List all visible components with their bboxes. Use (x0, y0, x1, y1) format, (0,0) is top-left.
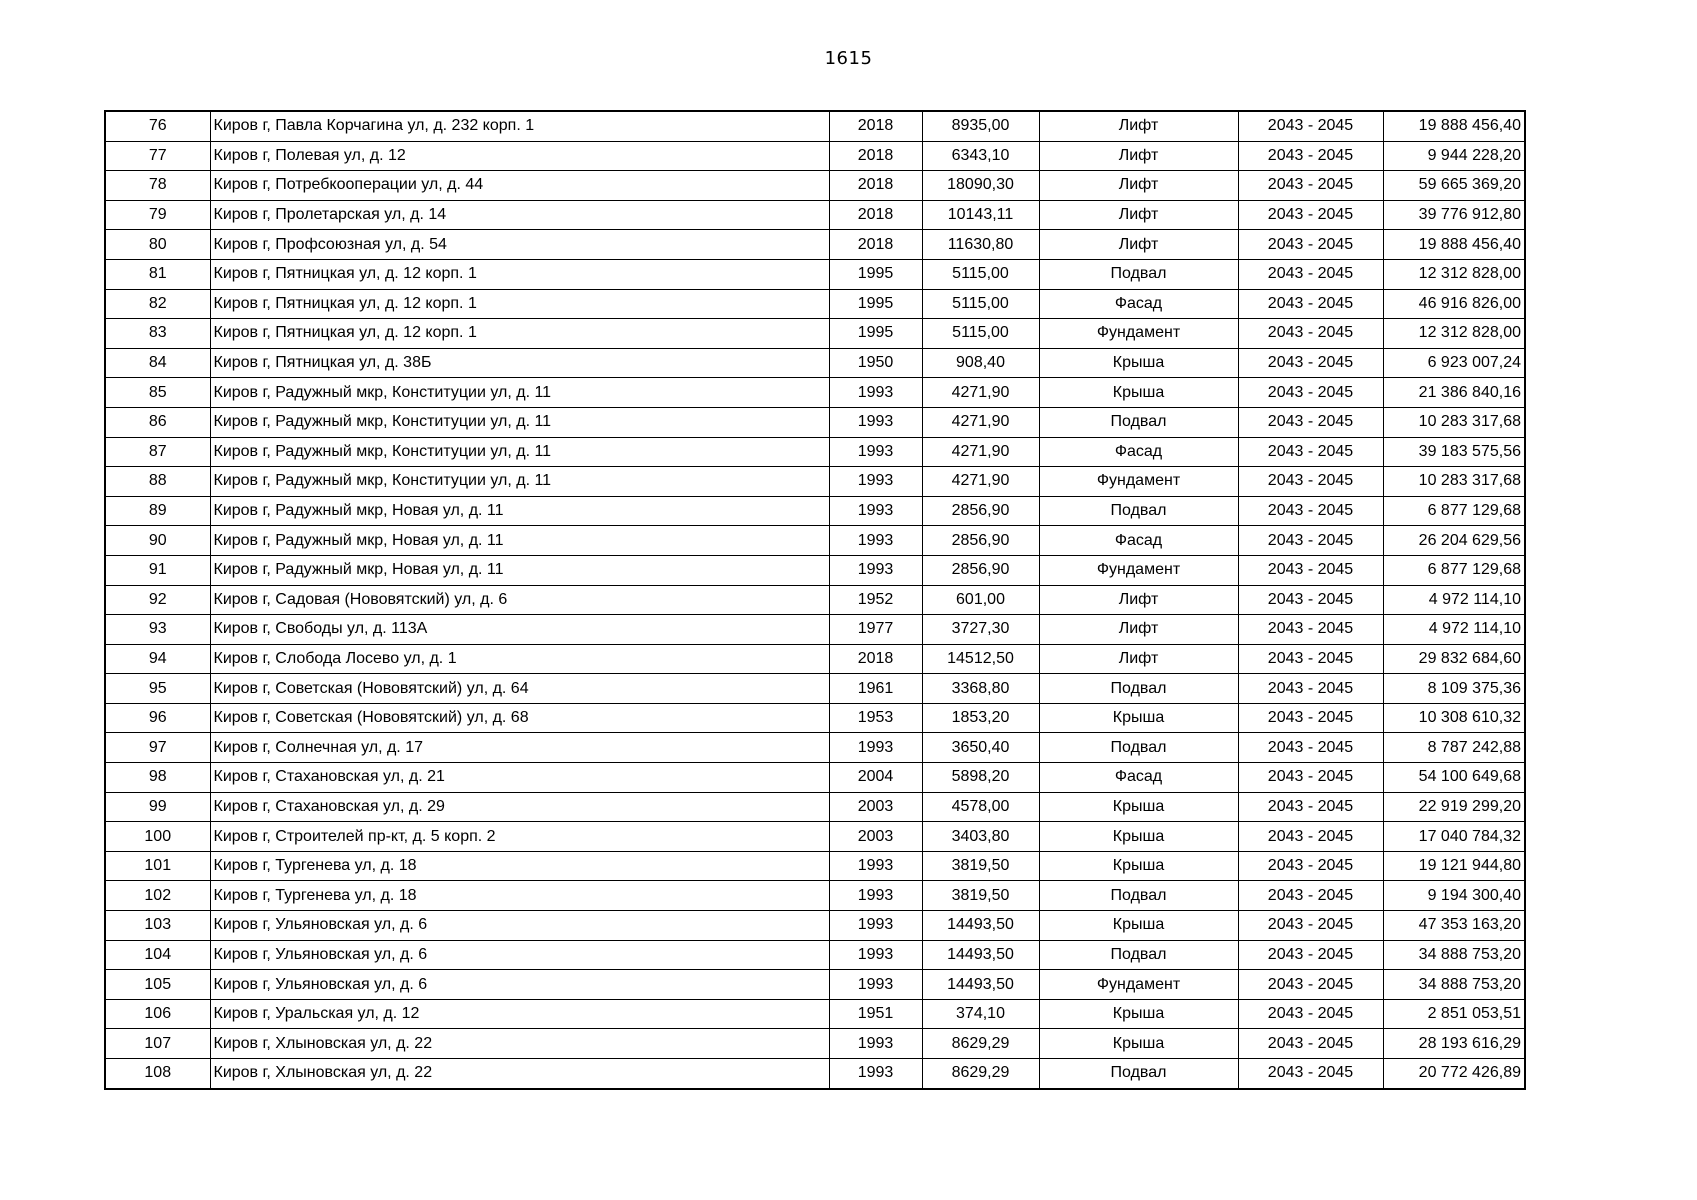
year-cell: 1993 (829, 467, 922, 497)
year-cell: 2018 (829, 200, 922, 230)
period-cell: 2043 - 2045 (1238, 674, 1383, 704)
address-cell: Киров г, Строителей пр-кт, д. 5 корп. 2 (210, 822, 829, 852)
row-number-cell: 92 (105, 585, 210, 615)
area-cell: 908,40 (922, 348, 1039, 378)
area-cell: 18090,30 (922, 171, 1039, 201)
work-type-cell: Крыша (1039, 851, 1238, 881)
address-cell: Киров г, Ульяновская ул, д. 6 (210, 970, 829, 1000)
address-cell: Киров г, Солнечная ул, д. 17 (210, 733, 829, 763)
table-row (105, 289, 1525, 319)
row-number-cell: 97 (105, 733, 210, 763)
area-cell: 1853,20 (922, 703, 1039, 733)
table-row (105, 792, 1525, 822)
work-type-cell: Лифт (1039, 230, 1238, 260)
table-row (105, 319, 1525, 349)
row-number-cell: 96 (105, 703, 210, 733)
cost-cell: 54 100 649,68 (1383, 763, 1525, 793)
address-cell: Киров г, Стахановская ул, д. 29 (210, 792, 829, 822)
period-cell: 2043 - 2045 (1238, 733, 1383, 763)
table-row (105, 733, 1525, 763)
year-cell: 1993 (829, 437, 922, 467)
table-row (105, 703, 1525, 733)
year-cell: 1977 (829, 615, 922, 645)
year-cell: 1993 (829, 851, 922, 881)
row-number-cell: 77 (105, 141, 210, 171)
cost-cell: 12 312 828,00 (1383, 319, 1525, 349)
cost-cell: 2 851 053,51 (1383, 999, 1525, 1029)
area-cell: 5115,00 (922, 289, 1039, 319)
period-cell: 2043 - 2045 (1238, 703, 1383, 733)
address-cell: Киров г, Радужный мкр, Конституции ул, д. 11 (210, 467, 829, 497)
area-cell: 2856,90 (922, 555, 1039, 585)
work-type-cell: Крыша (1039, 378, 1238, 408)
work-type-cell: Лифт (1039, 585, 1238, 615)
table-row (105, 526, 1525, 556)
table-body (105, 111, 1525, 1089)
cost-cell: 6 923 007,24 (1383, 348, 1525, 378)
period-cell: 2043 - 2045 (1238, 585, 1383, 615)
area-cell: 11630,80 (922, 230, 1039, 260)
area-cell: 5115,00 (922, 259, 1039, 289)
year-cell: 1993 (829, 733, 922, 763)
address-cell: Киров г, Радужный мкр, Конституции ул, д. 11 (210, 437, 829, 467)
work-type-cell: Фасад (1039, 526, 1238, 556)
year-cell: 1993 (829, 378, 922, 408)
table-row (105, 999, 1525, 1029)
area-cell: 3727,30 (922, 615, 1039, 645)
area-cell: 14512,50 (922, 644, 1039, 674)
address-cell: Киров г, Советская (Нововятский) ул, д. 64 (210, 674, 829, 704)
row-number-cell: 103 (105, 911, 210, 941)
year-cell: 1993 (829, 496, 922, 526)
area-cell: 5898,20 (922, 763, 1039, 793)
address-cell: Киров г, Потребкооперации ул, д. 44 (210, 171, 829, 201)
area-cell: 6343,10 (922, 141, 1039, 171)
area-cell: 4271,90 (922, 467, 1039, 497)
repair-schedule-table (104, 110, 1526, 1090)
address-cell: Киров г, Радужный мкр, Конституции ул, д. 11 (210, 378, 829, 408)
cost-cell: 59 665 369,20 (1383, 171, 1525, 201)
work-type-cell: Крыша (1039, 999, 1238, 1029)
year-cell: 1993 (829, 911, 922, 941)
address-cell: Киров г, Уральская ул, д. 12 (210, 999, 829, 1029)
table-row (105, 496, 1525, 526)
table-row (105, 585, 1525, 615)
address-cell: Киров г, Стахановская ул, д. 21 (210, 763, 829, 793)
area-cell: 4578,00 (922, 792, 1039, 822)
work-type-cell: Крыша (1039, 822, 1238, 852)
table-row (105, 407, 1525, 437)
cost-cell: 29 832 684,60 (1383, 644, 1525, 674)
row-number-cell: 82 (105, 289, 210, 319)
address-cell: Киров г, Ульяновская ул, д. 6 (210, 911, 829, 941)
table-row (105, 348, 1525, 378)
cost-cell: 10 308 610,32 (1383, 703, 1525, 733)
cost-cell: 19 888 456,40 (1383, 230, 1525, 260)
table-row (105, 200, 1525, 230)
table-row (105, 851, 1525, 881)
cost-cell: 8 787 242,88 (1383, 733, 1525, 763)
table-row (105, 259, 1525, 289)
row-number-cell: 91 (105, 555, 210, 585)
row-number-cell: 79 (105, 200, 210, 230)
year-cell: 2018 (829, 141, 922, 171)
address-cell: Киров г, Пролетарская ул, д. 14 (210, 200, 829, 230)
table-row (105, 763, 1525, 793)
cost-cell: 12 312 828,00 (1383, 259, 1525, 289)
work-type-cell: Крыша (1039, 911, 1238, 941)
period-cell: 2043 - 2045 (1238, 289, 1383, 319)
address-cell: Киров г, Профсоюзная ул, д. 54 (210, 230, 829, 260)
area-cell: 3650,40 (922, 733, 1039, 763)
cost-cell: 4 972 114,10 (1383, 615, 1525, 645)
period-cell: 2043 - 2045 (1238, 467, 1383, 497)
address-cell: Киров г, Пятницкая ул, д. 12 корп. 1 (210, 319, 829, 349)
area-cell: 8935,00 (922, 111, 1039, 141)
cost-cell: 46 916 826,00 (1383, 289, 1525, 319)
row-number-cell: 107 (105, 1029, 210, 1059)
row-number-cell: 80 (105, 230, 210, 260)
cost-cell: 6 877 129,68 (1383, 496, 1525, 526)
area-cell: 601,00 (922, 585, 1039, 615)
row-number-cell: 101 (105, 851, 210, 881)
cost-cell: 19 888 456,40 (1383, 111, 1525, 141)
cost-cell: 39 183 575,56 (1383, 437, 1525, 467)
period-cell: 2043 - 2045 (1238, 881, 1383, 911)
address-cell: Киров г, Радужный мкр, Новая ул, д. 11 (210, 526, 829, 556)
area-cell: 14493,50 (922, 970, 1039, 1000)
year-cell: 1993 (829, 555, 922, 585)
year-cell: 1993 (829, 881, 922, 911)
year-cell: 2018 (829, 230, 922, 260)
area-cell: 4271,90 (922, 407, 1039, 437)
cost-cell: 20 772 426,89 (1383, 1059, 1525, 1089)
year-cell: 1993 (829, 1029, 922, 1059)
period-cell: 2043 - 2045 (1238, 348, 1383, 378)
year-cell: 1995 (829, 259, 922, 289)
area-cell: 14493,50 (922, 911, 1039, 941)
row-number-cell: 94 (105, 644, 210, 674)
area-cell: 4271,90 (922, 378, 1039, 408)
row-number-cell: 108 (105, 1059, 210, 1089)
row-number-cell: 89 (105, 496, 210, 526)
area-cell: 4271,90 (922, 437, 1039, 467)
address-cell: Киров г, Свободы ул, д. 113А (210, 615, 829, 645)
period-cell: 2043 - 2045 (1238, 822, 1383, 852)
period-cell: 2043 - 2045 (1238, 615, 1383, 645)
period-cell: 2043 - 2045 (1238, 200, 1383, 230)
cost-cell: 17 040 784,32 (1383, 822, 1525, 852)
row-number-cell: 85 (105, 378, 210, 408)
area-cell: 8629,29 (922, 1029, 1039, 1059)
area-cell: 374,10 (922, 999, 1039, 1029)
year-cell: 1993 (829, 407, 922, 437)
cost-cell: 4 972 114,10 (1383, 585, 1525, 615)
work-type-cell: Фундамент (1039, 970, 1238, 1000)
cost-cell: 10 283 317,68 (1383, 407, 1525, 437)
row-number-cell: 90 (105, 526, 210, 556)
year-cell: 2018 (829, 171, 922, 201)
row-number-cell: 104 (105, 940, 210, 970)
cost-cell: 47 353 163,20 (1383, 911, 1525, 941)
area-cell: 3819,50 (922, 851, 1039, 881)
work-type-cell: Фасад (1039, 763, 1238, 793)
table-row (105, 1029, 1525, 1059)
period-cell: 2043 - 2045 (1238, 911, 1383, 941)
year-cell: 1951 (829, 999, 922, 1029)
row-number-cell: 93 (105, 615, 210, 645)
address-cell: Киров г, Тургенева ул, д. 18 (210, 851, 829, 881)
work-type-cell: Фундамент (1039, 555, 1238, 585)
period-cell: 2043 - 2045 (1238, 171, 1383, 201)
row-number-cell: 95 (105, 674, 210, 704)
year-cell: 2003 (829, 792, 922, 822)
table-row (105, 378, 1525, 408)
work-type-cell: Подвал (1039, 259, 1238, 289)
table-row (105, 141, 1525, 171)
table-row (105, 111, 1525, 141)
period-cell: 2043 - 2045 (1238, 999, 1383, 1029)
table-row (105, 881, 1525, 911)
cost-cell: 10 283 317,68 (1383, 467, 1525, 497)
table-row (105, 1059, 1525, 1089)
work-type-cell: Лифт (1039, 141, 1238, 171)
year-cell: 1950 (829, 348, 922, 378)
address-cell: Киров г, Пятницкая ул, д. 38Б (210, 348, 829, 378)
address-cell: Киров г, Полевая ул, д. 12 (210, 141, 829, 171)
area-cell: 14493,50 (922, 940, 1039, 970)
row-number-cell: 100 (105, 822, 210, 852)
area-cell: 3403,80 (922, 822, 1039, 852)
period-cell: 2043 - 2045 (1238, 319, 1383, 349)
address-cell: Киров г, Павла Корчагина ул, д. 232 корп. 1 (210, 111, 829, 141)
work-type-cell: Подвал (1039, 496, 1238, 526)
year-cell: 1995 (829, 319, 922, 349)
table-row (105, 230, 1525, 260)
table-row (105, 437, 1525, 467)
row-number-cell: 83 (105, 319, 210, 349)
work-type-cell: Лифт (1039, 171, 1238, 201)
period-cell: 2043 - 2045 (1238, 407, 1383, 437)
year-cell: 1995 (829, 289, 922, 319)
table-row (105, 171, 1525, 201)
work-type-cell: Фасад (1039, 289, 1238, 319)
year-cell: 1993 (829, 1059, 922, 1089)
address-cell: Киров г, Садовая (Нововятский) ул, д. 6 (210, 585, 829, 615)
period-cell: 2043 - 2045 (1238, 970, 1383, 1000)
cost-cell: 9 944 228,20 (1383, 141, 1525, 171)
cost-cell: 22 919 299,20 (1383, 792, 1525, 822)
work-type-cell: Лифт (1039, 200, 1238, 230)
table-row (105, 822, 1525, 852)
row-number-cell: 98 (105, 763, 210, 793)
table-row (105, 674, 1525, 704)
period-cell: 2043 - 2045 (1238, 851, 1383, 881)
cost-cell: 9 194 300,40 (1383, 881, 1525, 911)
address-cell: Киров г, Пятницкая ул, д. 12 корп. 1 (210, 259, 829, 289)
work-type-cell: Фундамент (1039, 467, 1238, 497)
row-number-cell: 78 (105, 171, 210, 201)
work-type-cell: Фундамент (1039, 319, 1238, 349)
period-cell: 2043 - 2045 (1238, 644, 1383, 674)
cost-cell: 28 193 616,29 (1383, 1029, 1525, 1059)
work-type-cell: Крыша (1039, 348, 1238, 378)
table-row (105, 940, 1525, 970)
row-number-cell: 102 (105, 881, 210, 911)
row-number-cell: 105 (105, 970, 210, 1000)
work-type-cell: Подвал (1039, 940, 1238, 970)
work-type-cell: Крыша (1039, 1029, 1238, 1059)
period-cell: 2043 - 2045 (1238, 555, 1383, 585)
address-cell: Киров г, Пятницкая ул, д. 12 корп. 1 (210, 289, 829, 319)
period-cell: 2043 - 2045 (1238, 792, 1383, 822)
year-cell: 1952 (829, 585, 922, 615)
work-type-cell: Крыша (1039, 792, 1238, 822)
cost-cell: 34 888 753,20 (1383, 940, 1525, 970)
year-cell: 2004 (829, 763, 922, 793)
year-cell: 2003 (829, 822, 922, 852)
period-cell: 2043 - 2045 (1238, 1059, 1383, 1089)
work-type-cell: Подвал (1039, 733, 1238, 763)
period-cell: 2043 - 2045 (1238, 496, 1383, 526)
year-cell: 1961 (829, 674, 922, 704)
year-cell: 2018 (829, 644, 922, 674)
year-cell: 1993 (829, 940, 922, 970)
cost-cell: 8 109 375,36 (1383, 674, 1525, 704)
address-cell: Киров г, Радужный мкр, Новая ул, д. 11 (210, 555, 829, 585)
period-cell: 2043 - 2045 (1238, 230, 1383, 260)
table-row (105, 555, 1525, 585)
row-number-cell: 87 (105, 437, 210, 467)
address-cell: Киров г, Тургенева ул, д. 18 (210, 881, 829, 911)
area-cell: 5115,00 (922, 319, 1039, 349)
work-type-cell: Подвал (1039, 407, 1238, 437)
period-cell: 2043 - 2045 (1238, 378, 1383, 408)
work-type-cell: Подвал (1039, 881, 1238, 911)
period-cell: 2043 - 2045 (1238, 1029, 1383, 1059)
year-cell: 1993 (829, 526, 922, 556)
table-row (105, 911, 1525, 941)
cost-cell: 26 204 629,56 (1383, 526, 1525, 556)
period-cell: 2043 - 2045 (1238, 940, 1383, 970)
cost-cell: 21 386 840,16 (1383, 378, 1525, 408)
address-cell: Киров г, Радужный мкр, Конституции ул, д. 11 (210, 407, 829, 437)
area-cell: 10143,11 (922, 200, 1039, 230)
row-number-cell: 86 (105, 407, 210, 437)
page-number: 1615 (824, 48, 873, 69)
area-cell: 8629,29 (922, 1059, 1039, 1089)
cost-cell: 6 877 129,68 (1383, 555, 1525, 585)
table-row (105, 615, 1525, 645)
work-type-cell: Лифт (1039, 615, 1238, 645)
work-type-cell: Лифт (1039, 111, 1238, 141)
area-cell: 2856,90 (922, 496, 1039, 526)
row-number-cell: 81 (105, 259, 210, 289)
row-number-cell: 88 (105, 467, 210, 497)
work-type-cell: Подвал (1039, 674, 1238, 704)
year-cell: 1953 (829, 703, 922, 733)
year-cell: 2018 (829, 111, 922, 141)
area-cell: 3368,80 (922, 674, 1039, 704)
address-cell: Киров г, Ульяновская ул, д. 6 (210, 940, 829, 970)
period-cell: 2043 - 2045 (1238, 141, 1383, 171)
table-row (105, 970, 1525, 1000)
table-row (105, 644, 1525, 674)
address-cell: Киров г, Радужный мкр, Новая ул, д. 11 (210, 496, 829, 526)
address-cell: Киров г, Хлыновская ул, д. 22 (210, 1029, 829, 1059)
period-cell: 2043 - 2045 (1238, 763, 1383, 793)
cost-cell: 34 888 753,20 (1383, 970, 1525, 1000)
period-cell: 2043 - 2045 (1238, 437, 1383, 467)
row-number-cell: 99 (105, 792, 210, 822)
address-cell: Киров г, Хлыновская ул, д. 22 (210, 1059, 829, 1089)
work-type-cell: Крыша (1039, 703, 1238, 733)
period-cell: 2043 - 2045 (1238, 526, 1383, 556)
row-number-cell: 106 (105, 999, 210, 1029)
row-number-cell: 76 (105, 111, 210, 141)
area-cell: 2856,90 (922, 526, 1039, 556)
address-cell: Киров г, Слобода Лосево ул, д. 1 (210, 644, 829, 674)
address-cell: Киров г, Советская (Нововятский) ул, д. 68 (210, 703, 829, 733)
cost-cell: 39 776 912,80 (1383, 200, 1525, 230)
period-cell: 2043 - 2045 (1238, 111, 1383, 141)
period-cell: 2043 - 2045 (1238, 259, 1383, 289)
row-number-cell: 84 (105, 348, 210, 378)
table-row (105, 467, 1525, 497)
work-type-cell: Фасад (1039, 437, 1238, 467)
area-cell: 3819,50 (922, 881, 1039, 911)
work-type-cell: Лифт (1039, 644, 1238, 674)
year-cell: 1993 (829, 970, 922, 1000)
cost-cell: 19 121 944,80 (1383, 851, 1525, 881)
work-type-cell: Подвал (1039, 1059, 1238, 1089)
